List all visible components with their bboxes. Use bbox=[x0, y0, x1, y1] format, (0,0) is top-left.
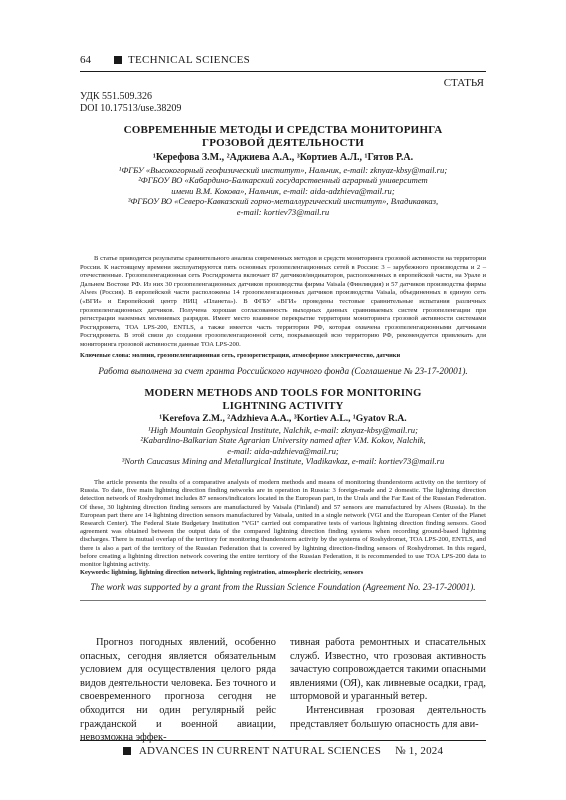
title-ru-line2: ГРОЗОВОЙ ДЕЯТЕЛЬНОСТИ bbox=[202, 137, 364, 149]
affiliation-ru-3a: ³ФГБОУ ВО «Северо-Кавказский горно-металлургический институт», Владикавказ, bbox=[127, 196, 439, 207]
affiliation-en-3: ³North Caucasus Mining and Metallurgical Institute, Vladikavkaz, e-mail: kortiev73@mail.ru bbox=[121, 456, 445, 467]
footer-square-icon bbox=[123, 747, 131, 755]
body-text bbox=[80, 636, 486, 745]
journal-section: TECHNICAL SCIENCES bbox=[128, 54, 251, 66]
footer-rule bbox=[80, 740, 486, 741]
body-paragraph-1: Прогноз погодных явлений, особенно опасных, сегодня является обязательным условием для осуществления целого ряда видов деятельности человека. Без точного и своевременного прогноза сегодня не обходится ни один регулярный рейс гражданской и военной авиации, невозможна эффек- bbox=[80, 637, 276, 744]
body-paragraph-2: тивная работа ремонтных и спасательных служб. Известно, что грозовая активность зачастую сопровождается такими опасными явлениями (ОЯ), как ливневые осадки, град, штормовой и ураганный ветер. bbox=[290, 637, 486, 703]
funding-en: The work was supported by a grant from the Russian Science Foundation (Agreement No. 23-17-20001). bbox=[90, 582, 476, 592]
authors-ru: ¹Керефова З.М., ²Аджиева А.А., ³Кортиев А.Л., ¹Гятов Р.А. bbox=[152, 152, 414, 163]
section-divider bbox=[80, 600, 486, 601]
section-label: СТАТЬЯ bbox=[443, 77, 484, 89]
funding-ru: Работа выполнена за счет гранта Российского научного фонда (Соглашение № 23-17-20001). bbox=[98, 366, 468, 376]
identifiers bbox=[80, 91, 181, 115]
title-en-line2: LIGHTNING ACTIVITY bbox=[222, 400, 344, 412]
affiliation-en-2a: ²Kabardino-Balkarian State Agrarian University named after V.M. Kokov, Nalchik, bbox=[140, 435, 426, 446]
affiliation-ru-1: ¹ФГБУ «Высокогорный геофизический институт», Нальчик, e-mail: zknyaz-kbsy@mail.ru; bbox=[118, 165, 448, 175]
footer-issue: № 1, 2024 bbox=[395, 745, 444, 757]
body-column-right bbox=[290, 636, 486, 745]
abstract-en bbox=[80, 479, 486, 569]
footer-journal: ADVANCES IN CURRENT NATURAL SCIENCES bbox=[138, 745, 382, 757]
authors-en: ¹Kerefova Z.M., ²Adzhieva A.A., ³Kortiev A.L., ¹Gyatov R.A. bbox=[159, 413, 407, 424]
affiliations-en bbox=[80, 425, 486, 467]
body-paragraph-3: Интенсивная грозовая деятельность представляет большую опасность для ави- bbox=[290, 704, 486, 730]
affiliation-ru-2a: ²ФГБОУ ВО «Кабардино-Балкарский государственный аграрный университет bbox=[138, 175, 428, 186]
header-square-icon bbox=[114, 56, 122, 64]
affiliation-en-1: ¹High Mountain Geophysical Institute, Nalchik, e-mail: zknyaz-kbsy@mail.ru; bbox=[148, 425, 418, 435]
title-ru bbox=[80, 124, 486, 150]
doi: DOI 10.17513/use.38209 bbox=[80, 103, 182, 114]
affiliation-en-2b: e-mail: aida-adzhieva@mail.ru; bbox=[227, 445, 339, 456]
affiliation-ru-3b: e-mail: kortiev73@mail.ru bbox=[236, 206, 330, 217]
page-number: 64 bbox=[80, 54, 91, 66]
affiliations-ru bbox=[80, 165, 486, 217]
title-ru-line1: СОВРЕМЕННЫЕ МЕТОДЫ И СРЕДСТВА МОНИТОРИНГА bbox=[123, 124, 443, 136]
abstract-en-text: The article presents the results of a comparative analysis of modern methods and means of monitoring thunderstorm activity on the territory of Russia. To date, five main lightning direction finding networks are in operation in Russia: 3 foreign-made and 2 domestic. The lightning direction detection network of Roshydromet includes 87 sensors/indicators located in the European part, in the Urals and the Far East of the Russian Federation. Of these, 30 lightning direction finding sensors are manufactured by Vaisala (Finland) and 57 sensors are manufactured by Alwes (Russia). In the European part there are 14 lightning direction sensors manufactured by Vaisala, united in a single network (VGI and the European Center of the Planet Research Center). The Federal State Budgetary Institution "VGI" carried out comparative tests of various lightning direction finding sensors. Good agreement was obtained between the output data of the compared lightning direction finding systems when recording ground-based lightning discharges. There is mutual overlap of the territory for monitoring thunderstorm activity by the systems of Roshydromet, TOA LPS-200, ENTLS, and there is also a part of the territory of the Russian Federation that is covered by lightning direction-finding sensors of Roshydromet. In this regard, before creating a lightning direction network covering the entire territory of the Russian Federation, it is recommended to use TOA LPS-200 data to monitor lightning activity. bbox=[80, 479, 486, 569]
body-column-left bbox=[80, 636, 276, 745]
running-footer bbox=[80, 744, 486, 758]
keywords-ru: Ключевые слова: молнии, грозопеленгационная сеть, грозорегистрация, атмосферное электричество, датчики bbox=[80, 352, 401, 359]
abstract-ru bbox=[80, 255, 486, 350]
abstract-ru-text: В статье приводятся результаты сравнительного анализа современных методов и средств мониторинга грозовой активности на территории России. К настоящему времени эксплуатируются пять основных грозопеленгационных сетей в России: 3 – зарубежного производства и 2 – отечественные. Грозопеленгационная сеть Росгидромета включает 87 датчиков/индикаторов, расположенных в европейской части, на Урале и Дальнем Востоке РФ. Из них 30 грозопеленгационных датчиков производства фирмы Vaisala (Финляндия) и 57 датчиков производства фирмы Alwes (Россия). В европейской части расположены 14 грозопеленгационных датчиков производства Vaisala, объединенных в единую сеть («ВГИ» и Европейский центр НИЦ «Планета»). В ФГБУ «ВГИ» проведены тестовые сравнительные испытания различных грозопеленгационных датчиков. Получена хорошая согласованность выходных данных сравниваемых систем грозопеленгации при регистрации наземных молниевых разрядов. Имеет место взаимное перекрытие территории мониторинга грозовой активности системами Росгидромета, ТОА LPS-200, ENTLS, а также имеется часть территории РФ, которая охвачена грозопеленгационными датчиками Росгидромета. В этой связи до создания грозопеленгационной сети, покрывающей всю территорию РФ, рекомендуется привлекать для мониторинга грозовой активности данные ТОА LPS-200. bbox=[80, 255, 486, 348]
keywords-en: Keywords: lightning, lightning direction network, lightning registration, atmospheric electricity, sensors bbox=[80, 569, 364, 576]
affiliation-ru-2b: имени В.М. Кокова», Нальчик, e-mail: aida-adzhieva@mail.ru; bbox=[171, 185, 395, 196]
title-en-line1: MODERN METHODS AND TOOLS FOR MONITORING bbox=[144, 388, 422, 399]
title-en bbox=[80, 388, 486, 413]
running-header bbox=[80, 53, 486, 67]
udc-code: УДК 551.509.326 bbox=[80, 91, 153, 102]
header-rule bbox=[80, 71, 486, 72]
